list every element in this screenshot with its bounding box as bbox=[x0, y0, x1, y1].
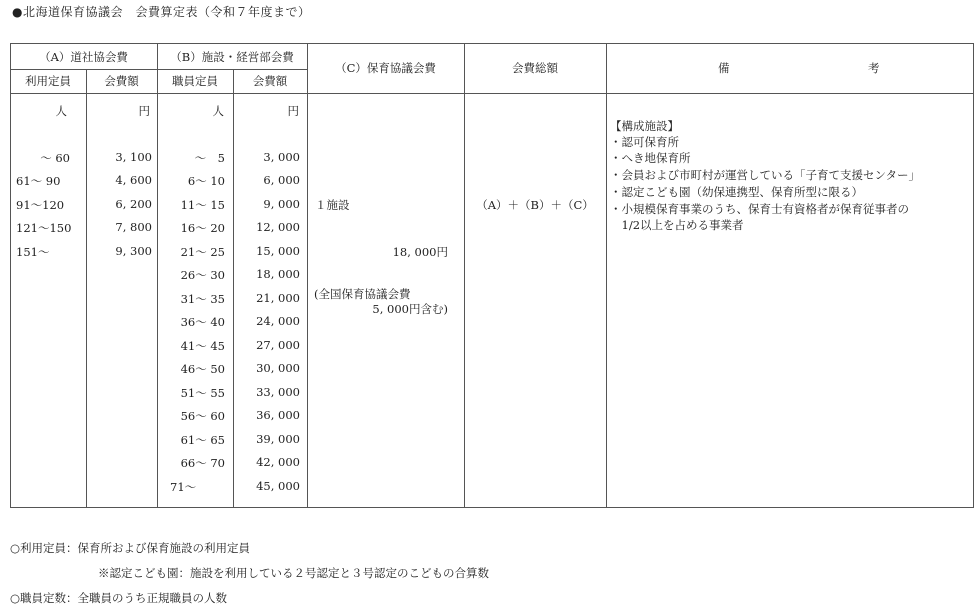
b-range: 16～ 20 bbox=[180, 221, 225, 235]
a-fee: 9, 300 bbox=[115, 244, 152, 258]
b-range: 66～ 70 bbox=[180, 456, 225, 470]
b-range: 41～ 45 bbox=[180, 339, 225, 353]
b-fee: 3, 000 bbox=[263, 150, 300, 164]
a-range: 121～150 bbox=[16, 221, 72, 235]
b-fee: 45, 000 bbox=[256, 479, 300, 493]
b-range: 21～ 25 bbox=[180, 245, 225, 259]
b-range: 31～ 35 bbox=[180, 292, 225, 306]
c-amount: 18, 000円 bbox=[392, 245, 448, 259]
c-note-line2: 5, 000円含む) bbox=[372, 302, 448, 316]
header-remarks-2: 考 bbox=[868, 61, 880, 75]
a-fee: 3, 100 bbox=[115, 150, 152, 164]
table-border bbox=[10, 43, 974, 508]
a-range: ～ 60 bbox=[40, 151, 70, 165]
divider bbox=[606, 43, 607, 508]
b-fee: 6, 000 bbox=[263, 173, 300, 187]
b-fee: 36, 000 bbox=[256, 408, 300, 422]
unit-person: 人 bbox=[55, 104, 67, 118]
header-remarks-1: 備 bbox=[718, 61, 730, 75]
divider bbox=[464, 43, 465, 508]
b-range: 11～ 15 bbox=[180, 198, 225, 212]
a-fee: 6, 200 bbox=[115, 197, 152, 211]
b-range: 6～ 10 bbox=[187, 174, 225, 188]
footnote: ※認定こども園：施設を利用している２号認定と３号認定のこどもの合算数 bbox=[98, 566, 489, 580]
a-range: 151～ bbox=[16, 245, 50, 259]
header-b-group: （B）施設・経営部会費 bbox=[170, 49, 294, 64]
unit-yen: 円 bbox=[138, 104, 150, 118]
b-fee: 33, 000 bbox=[256, 385, 300, 399]
b-fee: 12, 000 bbox=[256, 220, 300, 234]
fee-table bbox=[10, 43, 974, 508]
unit-person: 人 bbox=[212, 104, 224, 118]
header-total: 会費総額 bbox=[512, 61, 558, 75]
b-fee: 27, 000 bbox=[256, 338, 300, 352]
b-fee: 9, 000 bbox=[263, 197, 300, 211]
header-a-capacity: 利用定員 bbox=[25, 74, 71, 88]
remarks-heading: 【構成施設】 bbox=[610, 119, 679, 133]
remarks-item: ・へき地保育所 bbox=[610, 151, 691, 165]
header-a-group: （A）道社協会費 bbox=[39, 49, 128, 64]
b-range: 36～ 40 bbox=[180, 315, 225, 329]
b-fee: 15, 000 bbox=[256, 244, 300, 258]
divider bbox=[157, 43, 158, 508]
b-fee: 39, 000 bbox=[256, 432, 300, 446]
footnote: ○職員定数：全職員のうち正規職員の人数 bbox=[10, 591, 228, 605]
b-range: 51～ 55 bbox=[180, 386, 225, 400]
divider bbox=[307, 43, 308, 508]
header-a-fee: 会費額 bbox=[104, 74, 139, 88]
b-range: 61～ 65 bbox=[180, 433, 225, 447]
divider bbox=[86, 69, 87, 508]
divider bbox=[233, 69, 234, 508]
remarks-item: ・認定こども園（幼保連携型、保育所型に限る） bbox=[610, 185, 863, 199]
divider bbox=[10, 93, 974, 94]
remarks-item: ・認可保育所 bbox=[610, 135, 679, 149]
page-title: ●北海道保育協議会 会費算定表（令和７年度まで） bbox=[12, 5, 311, 19]
b-fee: 21, 000 bbox=[256, 291, 300, 305]
b-fee: 30, 000 bbox=[256, 361, 300, 375]
c-note-line1: (全国保育協議会費 bbox=[314, 287, 411, 301]
remarks-item: ・小規模保育事業のうち、保育士有資格者が保育従事者の bbox=[610, 202, 909, 216]
b-range: 46～ 50 bbox=[180, 362, 225, 376]
header-b-fee: 会費額 bbox=[252, 74, 288, 88]
footnote: ○利用定員：保育所および保育施設の利用定員 bbox=[10, 541, 251, 555]
total-formula: （A）＋（B）＋（C） bbox=[476, 198, 594, 212]
b-range: 56～ 60 bbox=[180, 409, 225, 423]
a-fee: 4, 600 bbox=[115, 173, 152, 187]
a-range: 61～ 90 bbox=[16, 174, 61, 188]
remarks-item: ・会員および市町村が運営している「子育て支援センター」 bbox=[610, 168, 921, 182]
header-b-staff: 職員定員 bbox=[172, 74, 218, 88]
b-range: 26～ 30 bbox=[180, 268, 225, 282]
a-range: 91～120 bbox=[16, 198, 65, 212]
unit-yen: 円 bbox=[287, 104, 299, 118]
b-fee: 42, 000 bbox=[256, 455, 300, 469]
b-fee: 18, 000 bbox=[256, 267, 300, 281]
header-c: （C）保育協議会費 bbox=[335, 61, 436, 75]
b-range: ～ 5 bbox=[194, 151, 225, 165]
c-per-facility: １施設 bbox=[315, 198, 350, 212]
b-fee: 24, 000 bbox=[256, 314, 300, 328]
a-fee: 7, 800 bbox=[115, 220, 152, 234]
remarks-item: 1/2以上を占める事業者 bbox=[610, 218, 744, 232]
b-range: 71～ bbox=[170, 480, 197, 494]
